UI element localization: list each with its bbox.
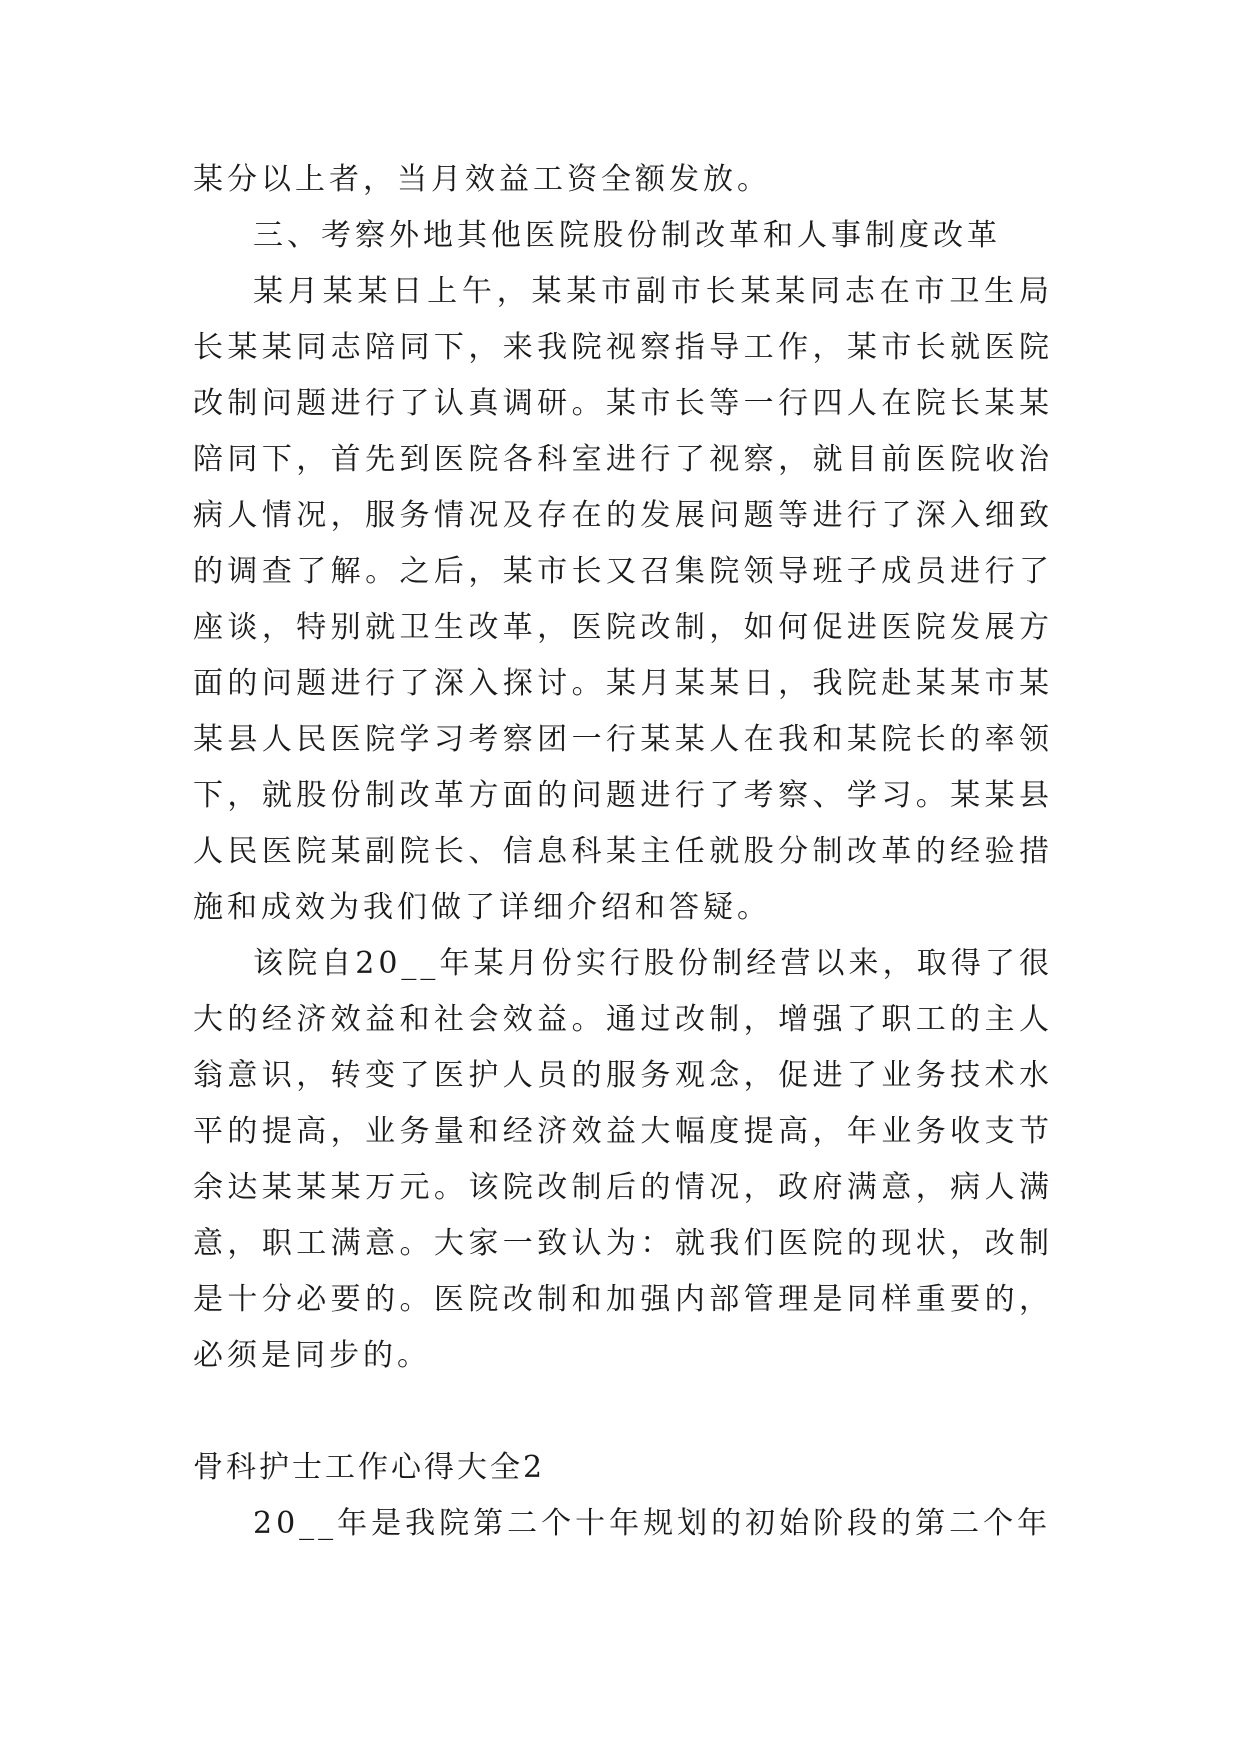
paragraph-continuation: 某分以上者，当月效益工资全额发放。 [193, 162, 771, 197]
paragraph-visit: 某月某某日上午，某某市副市长某某同志在市卫生局长某某同志陪同下，来我院视察指导工作，某市长就医院改制问题进行了认真调研。某市长等一行四人在院长某某陪同下，首先到医院各科室进行了视察，就目前医院收治病人情况，服务情况及存在的发展问题等进行了深入细致的调查了解。之后，某市长又召集院领导班子成员进行了座谈，特别就卫生改革，医院改制，如何促进医院发展方面的问题进行了深入探讨。某月某某日，我院赴某某市某某县人民医院学习考察团一行某某人在我和某院长的率领下，就股份制改革方面的问题进行了考察、学习。某某县人民医院某副院长、信息科某主任就股分制改革的经验措施和成效为我们做了详细介绍和答疑。 [193, 274, 1053, 925]
paragraph-intro: 20__年是我院第二个十年规划的初始阶段的第二个年 [253, 1506, 1052, 1541]
article-title: 骨科护士工作心得大全2 [193, 1450, 546, 1485]
paragraph-gap [193, 1384, 1053, 1440]
document-body [193, 152, 1053, 1552]
section-heading-three: 三、考察外地其他医院股份制改革和人事制度改革 [253, 218, 1001, 253]
paragraph-results: 该院自20__年某月份实行股份制经营以来，取得了很大的经济效益和社会效益。通过改制，增强了职工的主人翁意识，转变了医护人员的服务观念，促进了业务技术水平的提高，业务量和经济效益大幅度提高，年业务收支节余达某某某万元。该院改制后的情况，政府满意，病人满意，职工满意。大家一致认为：就我们医院的现状，改制是十分必要的。医院改制和加强内部管理是同样重要的，必须是同步的。 [193, 946, 1053, 1373]
